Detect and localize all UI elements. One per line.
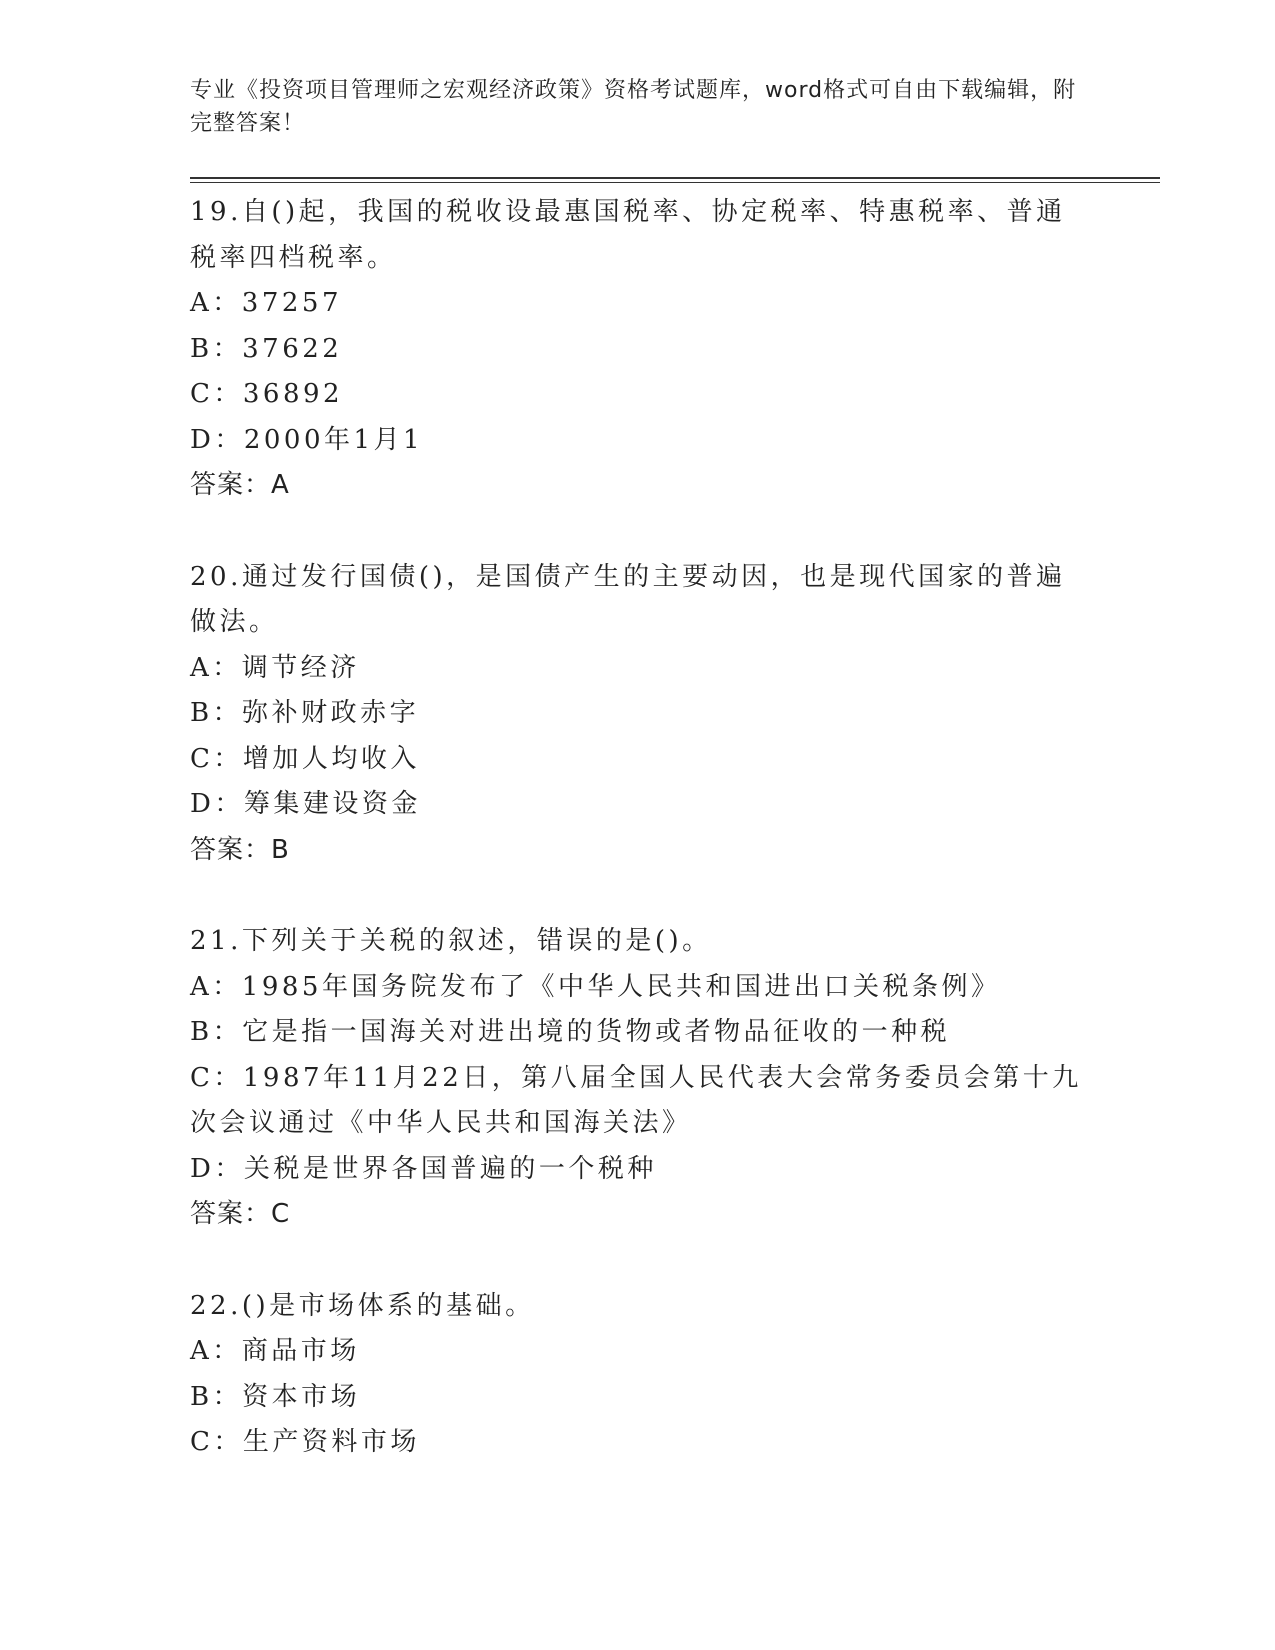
option-b: B：弥补财政赤字 xyxy=(190,698,420,728)
option-a: A：调节经济 xyxy=(190,652,360,683)
question-spacer xyxy=(190,873,1090,919)
question-stem: 20.通过发行国债()，是国债产生的主要动因，也是现代国家的普遍做法。 xyxy=(190,561,1066,637)
header-divider-thick xyxy=(190,177,1160,179)
answer-line: 答案：A xyxy=(190,470,290,500)
option-a: A：37257 xyxy=(190,288,342,318)
question-spacer xyxy=(190,509,1090,555)
header-divider-thin xyxy=(190,182,1160,183)
question-20 xyxy=(190,555,1090,874)
answer-line: 答案：B xyxy=(190,834,290,865)
option-c: C：生产资料市场 xyxy=(190,1427,420,1457)
question-list xyxy=(190,190,1090,1466)
option-d: D：关税是世界各国普遍的一个税种 xyxy=(190,1153,657,1184)
question-spacer xyxy=(190,1238,1090,1284)
question-stem: 22.()是市场体系的基础。 xyxy=(190,1290,535,1321)
option-d: D：筹集建设资金 xyxy=(190,789,421,819)
option-a: A：1985年国务院发布了《中华人民共和国进出口关税条例》 xyxy=(190,971,1001,1002)
option-b: B：资本市场 xyxy=(190,1381,361,1412)
question-22 xyxy=(190,1284,1090,1466)
question-19 xyxy=(190,190,1090,509)
option-d: D：2000年1月1 xyxy=(190,424,424,455)
option-b: B：它是指一国海关对进出境的货物或者物品征收的一种税 xyxy=(190,1017,951,1047)
document-header: 专业《投资项目管理师之宏观经济政策》资格考试题库，word格式可自由下载编辑，附完整答案！ xyxy=(190,78,1077,136)
answer-line: 答案：C xyxy=(190,1199,291,1229)
option-b: B：37622 xyxy=(190,333,343,364)
question-stem: 21.下列关于关税的叙述，错误的是()。 xyxy=(190,926,712,956)
option-a: A：商品市场 xyxy=(190,1336,360,1366)
question-stem: 19.自()起，我国的税收设最惠国税率、协定税率、特惠税率、普通税率四档税率。 xyxy=(190,197,1066,273)
option-c: C：1987年11月22日，第八届全国人民代表大会常务委员会第十九次会议通过《中华人民共和国海关法》 xyxy=(190,1062,1082,1138)
option-c: C：36892 xyxy=(190,379,344,409)
option-c: C：增加人均收入 xyxy=(190,743,420,774)
question-21 xyxy=(190,919,1090,1238)
